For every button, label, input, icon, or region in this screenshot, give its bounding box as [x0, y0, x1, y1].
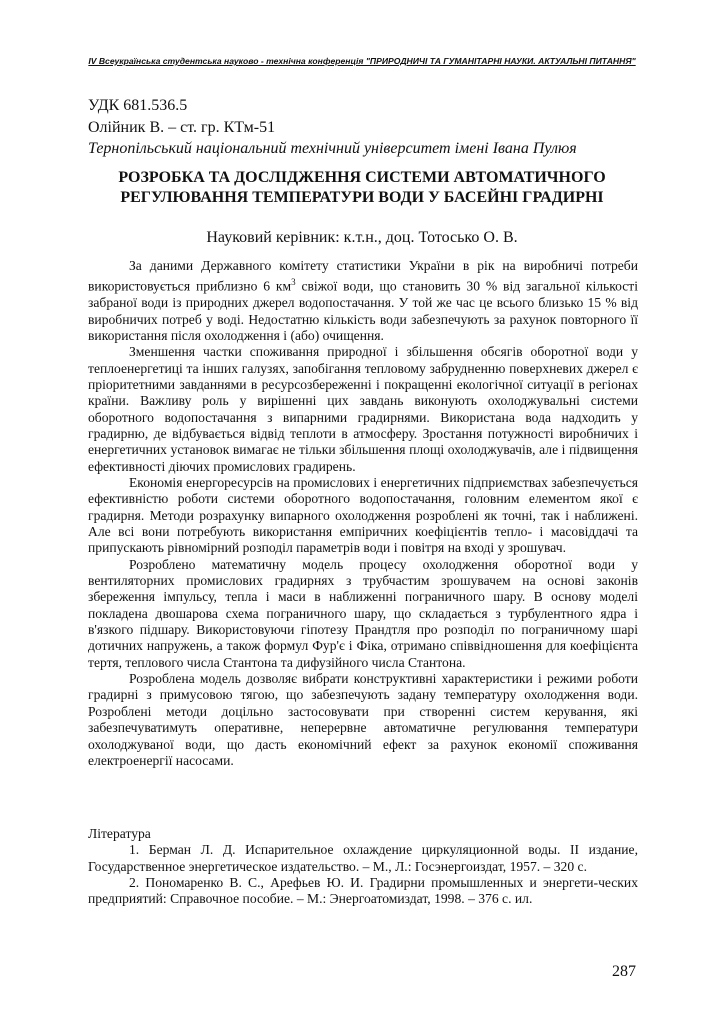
article-meta: [88, 95, 577, 160]
article-body: [88, 258, 638, 769]
udk-code: УДК 681.536.5: [88, 97, 188, 114]
author-line: Олійник В. – ст. гр. КТм-51: [88, 118, 276, 136]
references-heading: Література: [88, 826, 151, 841]
article-title: [80, 168, 644, 208]
title-line-2: РЕГУЛЮВАННЯ ТЕМПЕРАТУРИ ВОДИ У БАСЕЙНІ ГРАДИРНІ: [120, 189, 604, 206]
affiliation: Тернопільський національний технічний університет імені Івана Пулюя: [88, 140, 577, 157]
reference-item-2: 2. Пономаренко В. С., Арефьев Ю. И. Градирни промышленных и энергети-ческих предприятий: Справочное пособие. – М.: Энергоатомиздат, 1998. – 376 с. ил.: [88, 875, 638, 907]
title-line-1: РОЗРОБКА ТА ДОСЛІДЖЕННЯ СИСТЕМИ АВТОМАТИЧНОГО: [118, 169, 606, 186]
paragraph-3: Економія енергоресурсів на промислових і енергетичних підприємствах забезпечується ефективністю роботи системи оборотного водопостачання, головним елементом якої є градирня. Методи розрахунку випарного охолодження розроблені як точні, так і наближені. Але всі вони потребують використання емпіричних коефіцієнтів тепло- і масовіддачі та припускають рівномірний розподіл параметрів води і повітря на вході у зрошувач.: [88, 475, 638, 556]
paragraph-2: Зменшення частки споживання природної і збільшення обсягів оборотної води у теплоенергетиці та інших галузях, запобігання тепловому забрудненню поверхневих джерел є пріоритетними завданнями в ресурсозбереженні і покращенні екологічної ситуації в регіонах країни. Важливу роль у вирішенні цих завдань виконують охолоджувальні системи оборотного водопостачання з випарними градирнями. Використана вода надходить у градирню, де відбувається відвід теплоти в атмосферу. Зростання потужності виробничих і енергетичних установок вимагає не тільки збільшення площі охолоджувачів, але і підвищення ефективності діючих промислових градирень.: [88, 344, 638, 474]
superscript-cubic: 3: [291, 277, 296, 288]
paragraph-1: [88, 258, 638, 344]
page-number: 287: [612, 963, 636, 980]
supervisor-line: Науковий керівник: к.т.н., доц. Тотосько О. В.: [206, 229, 518, 246]
paragraph-1-part-a: За даними Державного комітету статистики України в рік на виробничі потреби використовується приблизно 6 км: [88, 258, 638, 294]
paragraph-4: Розроблено математичну модель процесу охолодження оборотної води у вентиляторних промислових градирнях з трубчастим зрошувачем на основі законів збереження імпульсу, тепла і маси в наближенні пограничного шару. В основу моделі покладена двошарова схема пограничного шару, що складається з турбулентного ядра і в'язкого підшару. Використовуючи гіпотезу Прандтля про розподіл по пограничному шарі дотичних напружень, а також формул Фур'є і Фіка, отримано співвідношення для коефіцієнта тертя, теплового числа Стантона та дифузійного числа Стантона.: [88, 556, 638, 670]
conference-header: IV Всеукраїнська студентська науково - технічна конференція "ПРИРОДНИЧІ ТА ГУМАНІТАРНІ НАУКИ. АКТУАЛЬНІ ПИТАННЯ": [88, 56, 636, 66]
references-section: [88, 826, 638, 908]
reference-item-1: 1. Берман Л. Д. Испарительное охлаждение циркуляционной воды. II издание, Государственное энергетическое издательство. – М., Л.: Госэнергоиздат, 1957. – 320 с.: [88, 842, 638, 874]
paragraph-1-part-b: свіжої води, що становить 30 % від загальної кількості забраної води із природних джерел водопостачання. У той же час це всього близько 15 % від виробничих потреб у воді. Недостатню кількість води забезпечують за рахунок повторного її використання після охолодження і (або) очищення.: [88, 278, 639, 343]
paragraph-5: Розроблена модель дозволяє вибрати конструктивні характеристики і режими роботи градирні з примусовою тягою, що забезпечують задану температуру охолодження води. Розроблені методи доцільно застосовувати при створенні систем керування, які забезпечуватимуть оперативне, неперервне автоматичне регулювання температури охолоджуваної води, що дасть економічний ефект за рахунок економії споживання електроенергії насосами.: [88, 671, 638, 768]
